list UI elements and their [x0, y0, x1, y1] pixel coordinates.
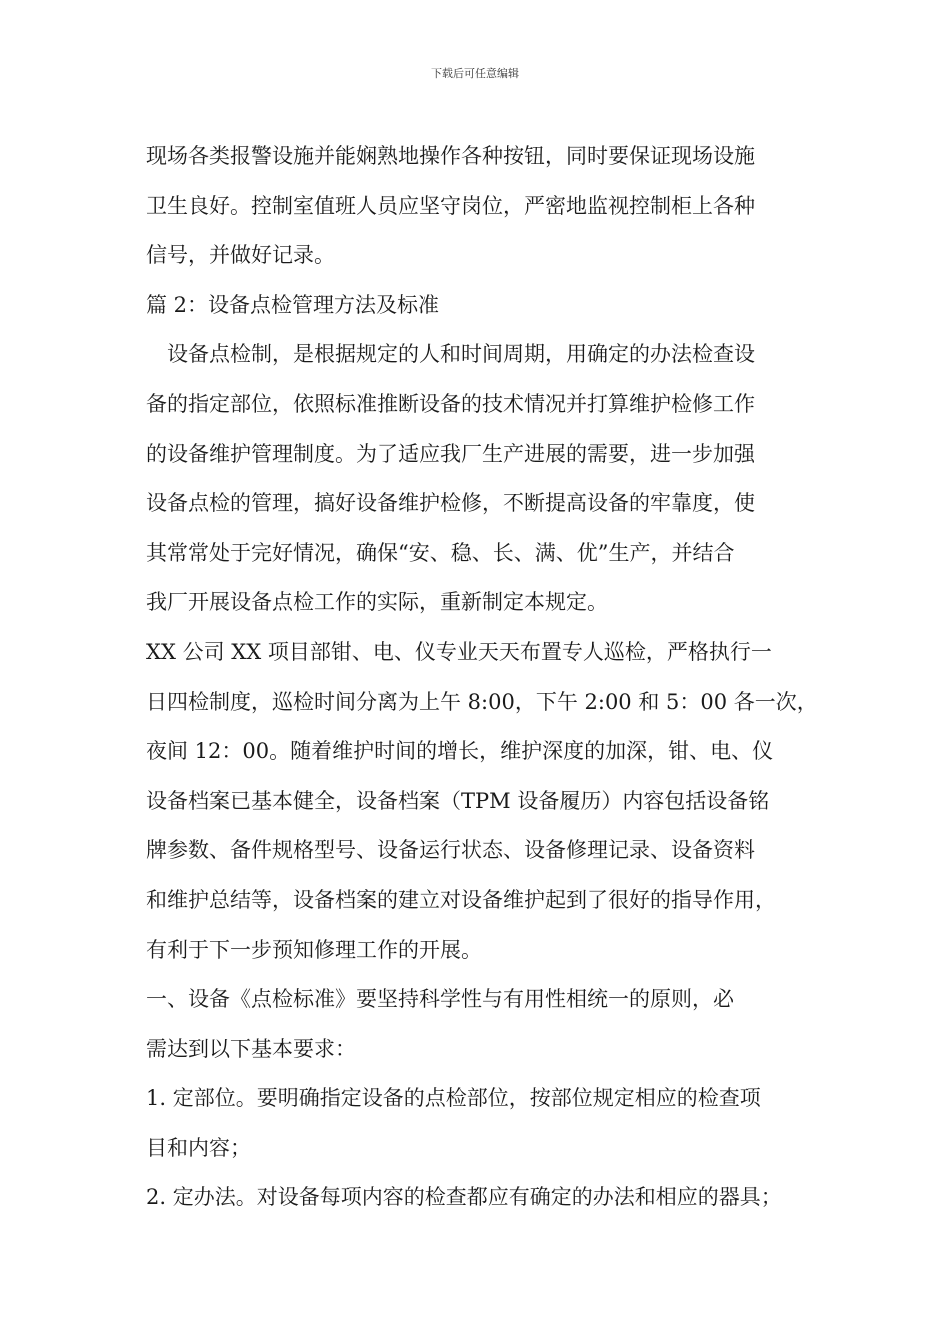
list-item: 2. 定办法。对设备每项内容的检查都应有确定的办法和相应的器具；	[146, 1185, 782, 1210]
section-heading: 篇 2：设备点检管理方法及标准	[146, 292, 440, 317]
text-line: 设备档案已基本健全，设备档案（TPM 设备履历）内容包括设备铭	[146, 788, 770, 813]
text-line: 日四检制度，巡检时间分离为上午 8:00，下午 2:00 和 5：00 各一次，	[146, 689, 818, 714]
text-line: 信号，并做好记录。	[146, 243, 335, 268]
text-line: 有利于下一步预知修理工作的开展。	[146, 937, 482, 962]
document-body	[146, 132, 826, 1223]
text-line: 卫生良好。控制室值班人员应坚守岗位，严密地监视控制柜上各种	[146, 193, 755, 218]
page-header: 下载后可任意编辑	[431, 67, 519, 80]
text-line: 现场各类报警设施并能娴熟地操作各种按钮，同时要保证现场设施	[146, 144, 755, 168]
text-line: 需达到以下基本要求：	[146, 1036, 356, 1061]
text-line: 设备点检制，是根据规定的人和时间周期，用确定的办法检查设	[146, 342, 755, 367]
text-line: 我厂开展设备点检工作的实际，重新制定本规定。	[146, 590, 608, 615]
text-line: 其常常处于完好情况，确保“安、稳、长、满、优”生产，并结合	[146, 540, 735, 565]
list-item: 1. 定部位。要明确指定设备的点检部位，按部位规定相应的检查项	[146, 1086, 761, 1111]
text-line: 和维护总结等，设备档案的建立对设备维护起到了很好的指导作用，	[146, 887, 776, 912]
text-line: 目和内容；	[146, 1135, 251, 1160]
text-line: 备的指定部位，依照标准推断设备的技术情况并打算维护检修工作	[146, 391, 755, 416]
text-line: 牌参数、备件规格型号、设备运行状态、设备修理记录、设备资料	[146, 838, 755, 863]
text-line: 的设备维护管理制度。为了适应我厂生产进展的需要，进一步加强	[146, 441, 755, 466]
text-line: 设备点检的管理，搞好设备维护检修，不断提高设备的牢靠度，使	[146, 491, 755, 516]
text-line: 一、设备《点检标准》要坚持科学性与有用性相统一的原则，必	[146, 987, 734, 1012]
text-line: 夜间 12：00。随着维护时间的增长，维护深度的加深，钳、电、仪	[146, 739, 774, 764]
text-line: XX 公司 XX 项目部钳、电、仪专业天天布置专人巡检，严格执行一	[146, 639, 772, 664]
